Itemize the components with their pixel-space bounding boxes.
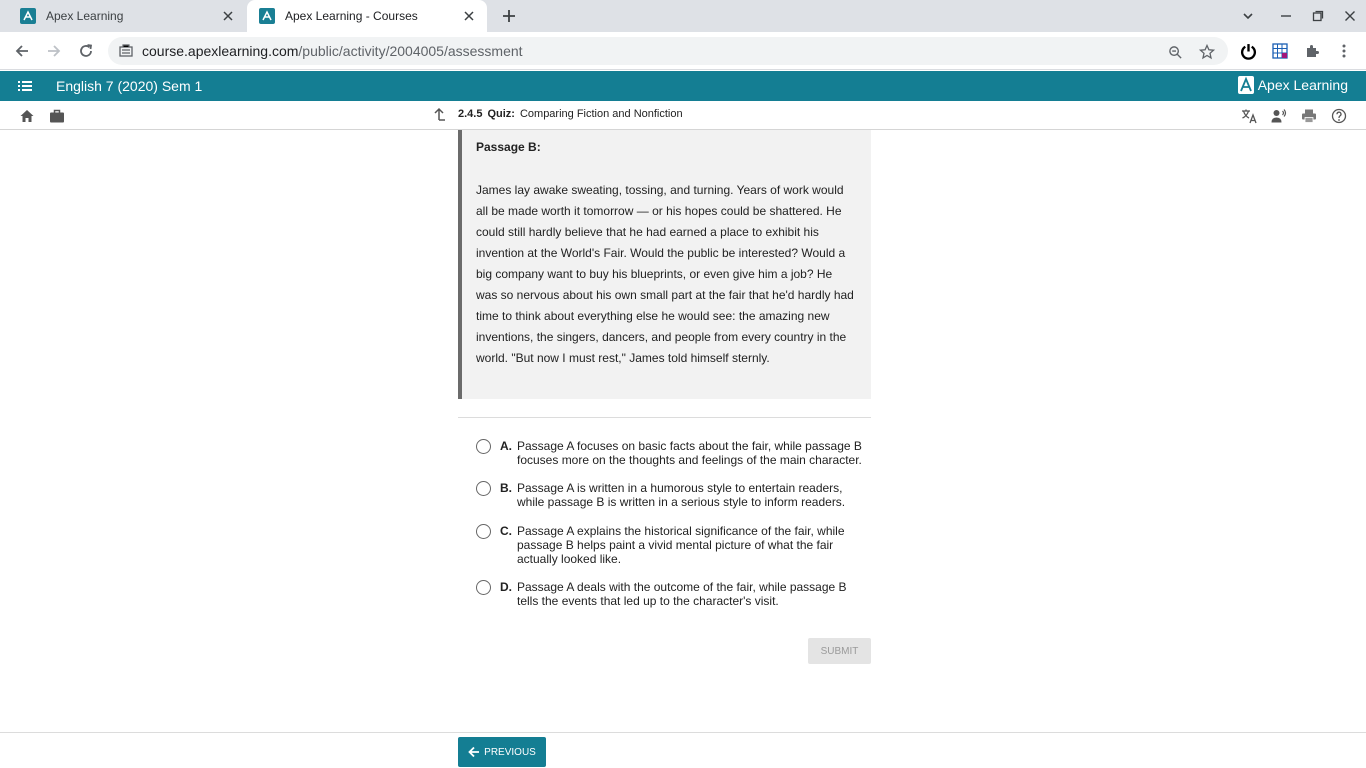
logo-text: Apex Learning	[1257, 77, 1348, 93]
radio-button-c[interactable]	[476, 524, 491, 539]
forward-arrow-icon[interactable]	[43, 40, 65, 62]
previous-button[interactable]	[458, 737, 546, 767]
kebab-menu-icon[interactable]	[1334, 41, 1354, 61]
activity-title	[432, 107, 683, 121]
choice-letter: A.	[500, 439, 512, 453]
address-bar[interactable]	[108, 37, 1228, 65]
zoom-magnifier-icon[interactable]	[1166, 43, 1184, 61]
answer-choice-c[interactable]	[476, 524, 871, 566]
arrow-left-icon	[468, 746, 480, 758]
radio-button-a[interactable]	[476, 439, 491, 454]
activity-name: Comparing Fiction and Nonfiction	[519, 108, 683, 120]
previous-label: PREVIOUS	[484, 746, 536, 758]
home-icon[interactable]	[18, 107, 36, 125]
hamburger-menu-icon[interactable]	[18, 78, 36, 94]
activity-kind: Quiz:	[487, 108, 515, 120]
footer-bar	[0, 732, 1366, 768]
bookmark-star-icon[interactable]	[1198, 43, 1216, 61]
submit-button[interactable]: SUBMIT	[808, 638, 871, 664]
back-arrow-icon[interactable]	[11, 40, 33, 62]
translate-icon[interactable]	[1240, 107, 1258, 125]
browser-tabstrip	[0, 0, 1366, 32]
tab-title: Apex Learning	[46, 9, 124, 23]
tab-search-chevron-down-icon[interactable]	[1237, 6, 1259, 26]
passage-body: James lay awake sweating, tossing, and turning. Years of work would all be made worth it tomorrow — or his hopes could be shattered. He could still hardly believe that he had earned a place to exhibit his invention at the World's Fair. Would the public be interested? Would a big company want to buy his blueprints, or even give him a job? He was so nervous about his own small part at the fair that he'd hardly had time to think about everything else he would see: the amazing new inventions, the singers, dancers, and people from every country in the world. "But now I must rest," James told himself sternly.	[476, 183, 854, 365]
apex-logo	[1238, 76, 1348, 94]
minimize-icon[interactable]	[1275, 6, 1297, 26]
close-icon[interactable]	[218, 6, 238, 26]
apex-favicon-icon	[20, 8, 36, 24]
divider	[458, 417, 871, 418]
print-icon[interactable]	[1300, 107, 1318, 125]
choice-text: Passage A is written in a humorous style to entertain readers, while passage B is written in a serious style to inform readers.	[517, 481, 846, 509]
course-title: English 7 (2020) Sem 1	[56, 78, 203, 94]
restore-icon[interactable]	[1307, 6, 1329, 26]
choice-text: Passage A focuses on basic facts about the fair, while passage B focuses more on the thoughts and feelings of the main character.	[517, 439, 862, 467]
activity-number: 2.4.5	[458, 108, 483, 120]
choice-letter: D.	[500, 580, 512, 594]
answer-choice-a[interactable]	[476, 439, 871, 467]
radio-button-b[interactable]	[476, 481, 491, 496]
url-host: course.apexlearning.com	[142, 43, 299, 59]
reload-icon[interactable]	[75, 40, 97, 62]
close-window-icon[interactable]	[1339, 6, 1361, 26]
briefcase-icon[interactable]	[48, 107, 66, 125]
answer-choice-b[interactable]	[476, 481, 871, 509]
new-tab-plus-icon[interactable]	[498, 6, 520, 26]
grid-extension-icon[interactable]	[1270, 41, 1290, 61]
choice-text: Passage A deals with the outcome of the fair, while passage B tells the events that led up to the character's visit.	[517, 580, 847, 608]
read-aloud-icon[interactable]	[1270, 107, 1288, 125]
browser-toolbar	[0, 32, 1366, 70]
apex-logo-icon	[1238, 76, 1254, 94]
url-path: /public/activity/2004005/assessment	[298, 43, 523, 59]
site-info-icon[interactable]	[118, 43, 134, 59]
apex-favicon-icon	[259, 8, 275, 24]
puzzle-extensions-icon[interactable]	[1302, 41, 1322, 61]
activity-toolbar	[0, 101, 1366, 130]
choice-letter: B.	[500, 481, 512, 495]
passage-b-box	[458, 130, 871, 399]
url-text	[142, 43, 523, 59]
radio-button-d[interactable]	[476, 580, 491, 595]
choice-letter: C.	[500, 524, 512, 538]
tab-title: Apex Learning - Courses	[285, 9, 418, 23]
up-arrow-icon[interactable]	[432, 107, 446, 121]
power-extension-icon[interactable]	[1238, 41, 1258, 61]
answer-choice-d[interactable]	[476, 580, 871, 608]
close-icon[interactable]	[459, 6, 479, 26]
choice-text: Passage A explains the historical significance of the fair, while passage B helps paint a vivid mental picture of what the fair actually looked like.	[517, 524, 845, 566]
browser-tab-apex-learning[interactable]	[8, 0, 246, 32]
help-icon[interactable]	[1330, 107, 1348, 125]
app-header	[0, 71, 1366, 101]
passage-heading: Passage B:	[476, 140, 541, 154]
browser-tab-apex-courses[interactable]	[247, 0, 487, 32]
